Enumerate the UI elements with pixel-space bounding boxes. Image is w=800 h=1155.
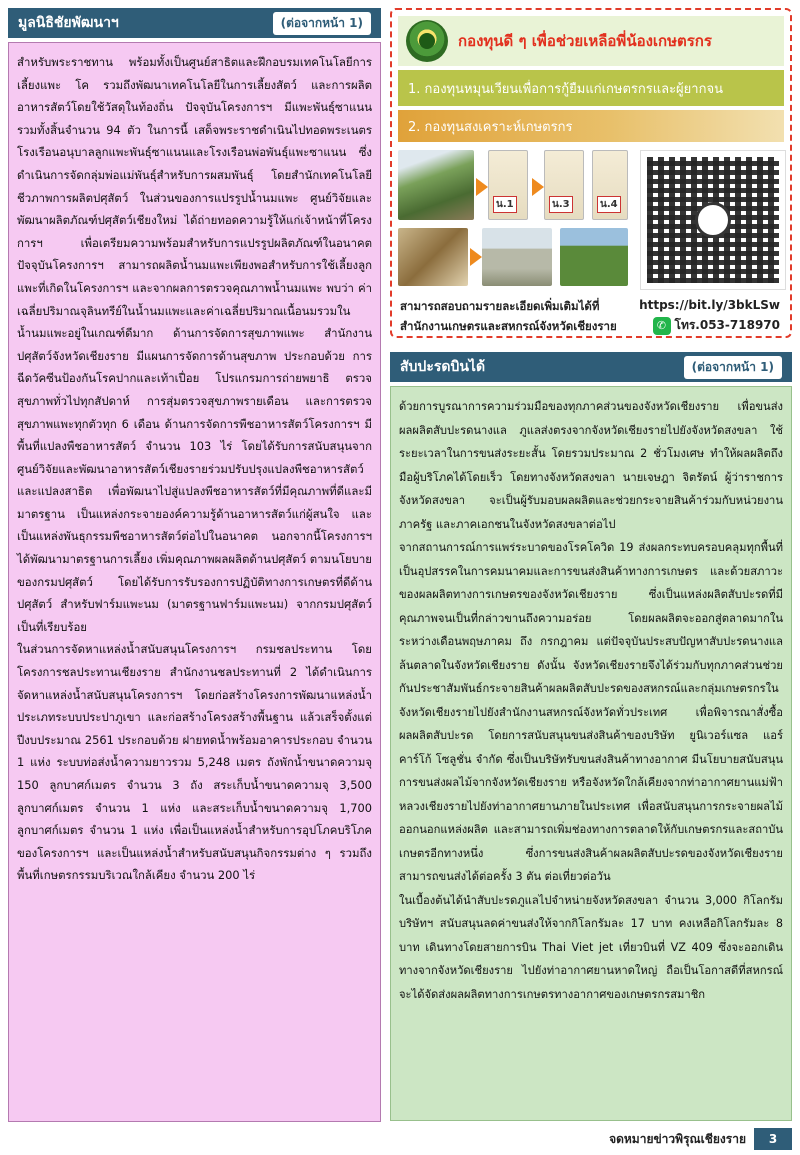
fund-advertisement: [390, 8, 792, 338]
ad-info-line: สำนักงานเกษตรและสหกรณ์จังหวัดเชียงราย: [400, 319, 617, 333]
article-body: สำหรับพระราชทาน พร้อมทั้งเป็นศูนย์สาธิตและฝึกอบรมเทคโนโลยีการเลี้ยงแพะ โค รวมถึงพัฒนาเทคโนโลยีในการเลี้ยงสัตว์ และการผลิตอาหารสัตว์โดยใช้วัสดุในท้องถิ่น ปัจจุบันโครงการฯ มีแพะพันธุ์ซาแนน รวมทั้งสิ้นจำนวน 94 ตัว ในการนี้ เสด็จพระราชดำเนินไปทอดพระเนตรโรงเรือนอนุบาลลูกแพะพันธุ์ซาแนนและโรงเรือนพ่อพันธุ์แพะซาแนน ซึ่งดำเนินการจัดกลุ่มพ่อแม่พันธุ์สำหรับการผสมพันธุ์ โดยสำนักเทคโนโลยีชีวภาพการผลิตปศุสัตว์ ในส่วนของการแปรรูปน้ำนมแพะ ศูนย์วิจัยและพัฒนาผลิตภัณฑ์ปศุสัตว์เชียงใหม่ ได้ถ่ายทอดความรู้ให้แก่เจ้าหน้าที่โครงการฯ เพื่อเตรียมความพร้อมสำหรับการแปรรูปผลิตภัณฑ์ในอนาคต ปัจจุบันโครงการฯ สามารถผลิตน้ำนมแพะเพียงพอสำหรับการใช้เลี้ยงลูกแพะที่เกิดในโครงการฯ และจากผลการตรวจคุณภาพน้ำนมแพะ พบว่า ค่าเฉลี่ยปริมาณจุลินทรีย์ในน้ำนมแพะและค่าเฉลี่ยปริมาณเนื้อนมรวมในน้ำนมแพะอยู่ในเกณฑ์ดีมาก ด้านการจัดการสุขภาพแพะ สำนักงานปศุสัตว์จังหวัดเชียงราย มีแผนการจัดการด้านสุขภาพ ประกอบด้วย การฉีดวัคซีนป้องกันโรคปากและเท้าเปื่อย โปรแกรมการถ่ายพยาธิ ตรวจสุขภาพทั่วไปทุกสัปดาห์ การสุ่มตรวจสุขภาพรายเดือน และการตรวจสุขภาพแพะทุกตัวทุก 6 เดือน ด้านการจัดการพืชอาหารสัตว์โครงการฯ มีพื้นที่แปลงพืชอาหารสัตว์ จำนวน 103 ไร่ โดยได้รับการสนับสนุนจากศูนย์วิจัยและพัฒนาอาหารสัตว์เชียงรายร่วมปรับปรุงแปลงพืชอาหารสัตว์และแปลงสาธิต เพื่อพัฒนาไปสู่แปลงพืชอาหารสัตว์ที่มีคุณภาพที่ดีและมีมาตรฐาน เป็นแหล่งกระจายองค์ความรู้ด้านอาหารสัตว์แก่ผู้สนใจ และเป็นแหล่งพันธุกรรมพืชอาหารสัตว์ต่อไปในอนาคต นอกจากนี้โครงการฯ ได้พัฒนามาตรฐานการเลี้ยง เพิ่มคุณภาพผลผลิตด้านปศุสัตว์ ตามนโยบายของกรมปศุสัตว์ โดยได้รับการรับรองการปฏิบัติทางการเกษตรที่ดีด้านปศุสัตว์ สำหรับฟาร์มแพะนม (มาตรฐานฟาร์มแพะนม) จากกรมปศุสัตว์เป็นที่เรียบร้อย ในส่วนการจัดหาแหล่งน้ำสนับสนุนโครงการฯ กรมชลประทาน โดย โครงการชลประทานเชียงราย สำนักงานชลประทานที่ 2 ได้ดำเนินการจัดหาแหล่งน้ำสนับสนุนโครงการฯ โดยก่อสร้างโครงการพัฒนาแหล่งน้ำประเภทระบบประปาภูเขา และก่อสร้างโครงสร้างพื้นฐาน แล้วเสร็จตั้งแต่ปีงบประมาณ 2561 ประกอบด้วย ฝายทดน้ำพร้อมอาคารประกอบ จำนวน 1 แห่ง ระบบท่อส่งน้ำความยาวรวม 5,248 เมตร ถังพักน้ำขนาดความจุ 150 ลูกบาศก์เมตร จำนวน 3 ถัง สระเก็บน้ำขนาดความจุ 3,500 ลูกบาศก์เมตร จำนวน 1 แห่ง และสระเก็บน้ำขนาดความจุ 1,700 ลูกบาศก์เมตร จำนวน 1 แห่ง เพื่อเป็นแหล่งน้ำสำหรับการอุปโภคบริโภคของโครงการฯ และเป็นแหล่งน้ำสำหรับสนับสนุนกิจกรรมต่าง ๆ รวมถึงพื้นที่เกษตรกรรมบริเวณใกล้เคียง จำนวน 200 ไร่: [17, 55, 372, 883]
right-column: [390, 8, 792, 1121]
ad-phone: [653, 316, 781, 335]
continued-label: (ต่อจากหน้า 1): [273, 12, 371, 35]
document-label: น.4: [597, 196, 621, 213]
document-label: น.1: [493, 196, 517, 213]
farm-photo: [398, 150, 474, 220]
money-photo: [398, 228, 468, 286]
qr-code[interactable]: [640, 150, 786, 290]
ad-header: [398, 16, 784, 66]
ad-url-link[interactable]: https://bit.ly/3bkLSw: [639, 298, 780, 312]
section-title: มูลนิธิชัยพัฒนาฯ: [18, 15, 119, 31]
left-column: [8, 8, 381, 1122]
section-header-pineapple: [390, 352, 792, 382]
ad-item-revolving-fund: [398, 70, 784, 106]
phone-number: โทร.053-718970: [674, 318, 780, 332]
arrow-right-icon: [476, 178, 488, 196]
publication-name: จดหมายข่าวพิรุณเชียงราย: [609, 1131, 746, 1146]
ad-item-label: 2. กองทุนสงเคราะห์เกษตรกร: [408, 119, 573, 135]
line-icon: ✆: [653, 317, 671, 335]
document-photo: [592, 150, 628, 220]
article-box-pineapple: [390, 386, 792, 1121]
section-title: สับปะรดบินได้: [400, 359, 486, 375]
page-number: 3: [754, 1128, 792, 1150]
livestock-photo: [482, 228, 552, 286]
arrow-right-icon: [532, 178, 544, 196]
continued-label: (ต่อจากหน้า 1): [684, 356, 782, 379]
ad-item-label: 1. กองทุนหมุนเวียนเพื่อการกู้ยืมแก่เกษตรกรและผู้ยากจน: [408, 81, 723, 97]
ad-title: กองทุนดี ๆ เพื่อช่วยเหลือพี่น้องเกษตรกร: [458, 32, 712, 50]
ministry-seal-icon: [406, 20, 448, 62]
document-photo: [544, 150, 584, 220]
section-header-chaipattana: [8, 8, 381, 38]
document-label: น.3: [549, 196, 573, 213]
document-photo: [488, 150, 528, 220]
article-box-chaipattana: [8, 42, 381, 1122]
ad-info-line: สามารถสอบถามรายละเอียดเพิ่มเติมได้ที่: [400, 299, 600, 313]
ad-item-welfare-fund: [398, 110, 784, 142]
page-footer: [520, 1128, 792, 1150]
arrow-right-icon: [470, 248, 482, 266]
qr-code-pattern: [647, 157, 779, 283]
article-body: ด้วยการบูรณาการความร่วมมือของทุกภาคส่วนของจังหวัดเชียงราย เพื่อขนส่งผลผลิตสับปะรดนางแล ภูแลส่งตรงจากจังหวัดเชียงรายไปยังจังหวัดสงขลา ใช้ระยะเวลาในการขนส่งระยะสั้น โดยรวมประมาณ 2 ชั่วโมงเศษ ทำให้ผลผลิตถึงมือผู้บริโภคได้โดยเร็ว โดยทางจังหวัดสงขลา นายเจษฎา จิตรัตน์ ผู้ว่าราชการจังหวัดสงขลา จะเป็นผู้รับมอบผลผลิตและช่วยกระจายสินค้าร่วมกับหน่วยงานภาครัฐ และภาคเอกชนในจังหวัดสงขลาต่อไป จากสถานการณ์การแพร่ระบาดของโรคโควิด 19 ส่งผลกระทบครอบคลุมทุกพื้นที่ เป็นอุปสรรคในการคมนาคมและการขนส่งสินค้าทางการเกษตร และด้วยสภาวะของผลผลิตทางการเกษตรของจังหวัดเชียงราย ซึ่งเป็นแหล่งผลิตสับปะรดที่มีคุณภาพจนเป็นที่กล่าวขานถึงความอร่อย โดยผลผลิตจะออกสู่ตลาดมากในระหว่างเดือนพฤษภาคม ถึง กรกฎาคม แต่ปัจจุบันประสบปัญหาสับปะรดนางแลล้นตลาดในจังหวัดเชียงราย ดังนั้น จังหวัดเชียงรายจึงได้ร่วมกับทุกภาคส่วนช่วยกันประชาสัมพันธ์กระจายสินค้าผลผลิตสับปะรดของสหกรณ์และกลุ่มเกษตรกรในจังหวัดเชียงรายไปยังสำนักงานสหกรณ์จังหวัดทั่วประเทศ เพื่อพิจารณาสั่งซื้อผลผลิตสับปะรด โดยการสนับสนุนขนส่งสินค้าของบริษัท ยูนิเวอร์แซล แอร์ คาร์โก้ โซลูชั่น จำกัด ซึ่งเป็นบริษัทรับขนส่งสินค้าทางอากาศ มีนโยบายสนับสนุนการขนส่งผลไม้จากจังหวัดเชียงราย หรือจังหวัดใกล้เคียงจากท่าอากาศยานแม่ฟ้าหลวงเชียงรายไปยังท่าอากาศยานภายในประเทศ เพื่อสนับสนุนการกระจายผลไม้ออกนอกแหล่งผลิต และสามารถเพิ่มช่องทางการตลาดให้กับเกษตรกรและสถาบันเกษตรอีกทางหนึ่ง ซึ่งการขนส่งสินค้าผลผลิตสับปะรดของจังหวัดเชียงราย สามารถขนส่งได้ต่อครั้ง 3 ตัน ต่อเที่ยวต่อวัน ในเบื้องต้นได้นำสับปะรดภูแลไปจำหน่ายจังหวัดสงขลา จำนวน 3,000 กิโลกรัม บริษัทฯ สนับสนุนลดค่าขนส่งให้จากกิโลกรัมละ 17 บาท คงเหลือกิโลกรัมละ 8 บาท เดินทางโดยสายการบิน Thai Viet jet เที่ยวบินที่ VZ 409 ซึ่งจะออกเดินทางจากจังหวัดเชียงราย ไปยังท่าอากาศยานหาดใหญ่ ถือเป็นโอกาสดีที่สหกรณ์จะได้จัดส่งผลผลิตทางการเกษตรทางอากาศของเกษตรกรสมาชิก: [399, 400, 783, 1001]
crop-field-photo: [560, 228, 628, 286]
